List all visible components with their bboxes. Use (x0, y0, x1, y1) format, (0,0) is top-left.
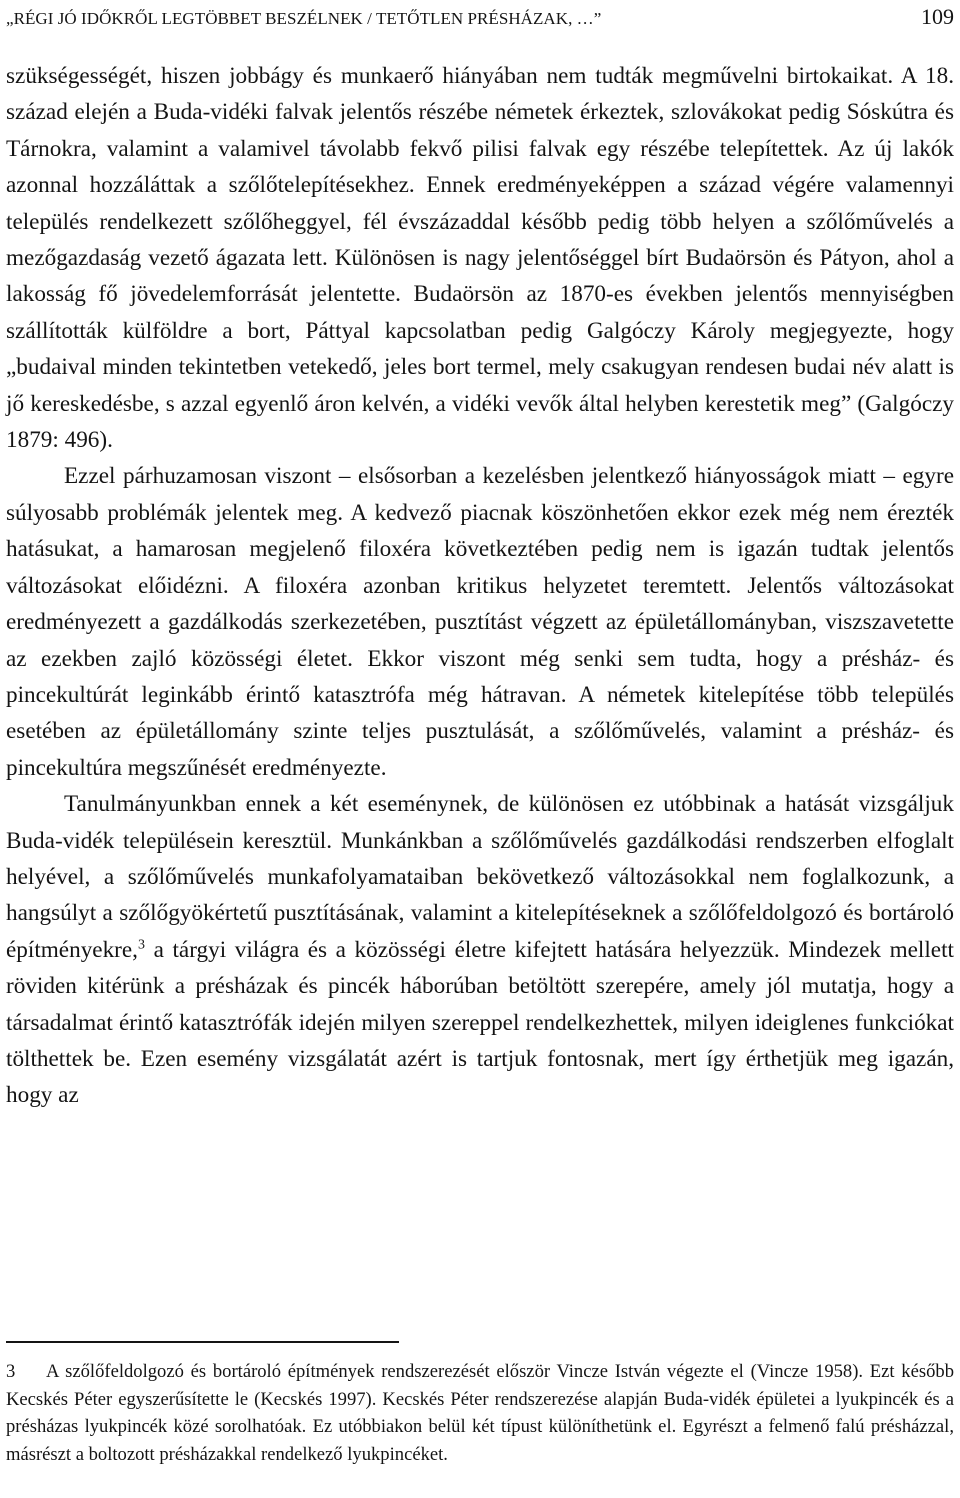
paragraph-3 (6, 786, 954, 1114)
body-text (6, 58, 954, 1114)
paragraph-3-text-b: a tárgyi világra és a közösségi életre kifejtett hatására helyezzük. Mindezek mellett röviden kitérünk a présházak és pincék háborúban betöltött szerepére, amely jól mutatja, hogy a társadalmat érintő katasztrófák idején milyen szereppel rendelkezhettek, milyen ideiglenes funkciókat tölthettek be. Ezen esemény vizsgálatát azért is tartjuk fontosnak, mert így érthetjük meg igazán, hogy az (6, 936, 954, 1109)
paragraph-2: Ezzel párhuzamosan viszont – elsősorban a kezelésben jelentkező hiányosságok miatt – egyre súlyosabb problémák jelentek meg. A kedvező piacnak köszönhetően ekkor ezek még nem érezték hatásukat, a hamarosan megjelenő filoxéra következtében pedig nem is igazán tudtak jelentős változásokat előidézni. A filoxéra azonban kritikus helyzetet teremtett. Jelentős változásokat eredményezett a gazdálkodás szerkezetében, pusztítást végzett az épületállományban, viszszavetette az ezekben zajló közösségi életet. Ekkor viszont még senki sem tudta, hogy a présház- és pincekultúrát leginkább érintő katasztrófa még hátravan. A németek kitelepítése több település esetében az épületállomány szinte teljes pusztulását, a szőlőművelés, valamint a présház- és pincekultúra megszűnését eredményezte. (6, 463, 954, 781)
footnote-text: A szőlőfeldolgozó és bortároló építmények rendszerezését először Vincze István végezte el (Vincze 1958). Ezt később Kecskés Péter egyszerűsítette le (Kecskés 1997). Kecskés Péter rendszerezése alapján Buda-vidék épületei a lyukpincék és a présházas lyukpincék közé sorolhatóak. Ez utóbbiakon belül két típust különíthetünk el. Egyrészt a felmenő falú présházzal, másrészt a boltozott présházakkal rendelkező lyukpincéket. (6, 1361, 954, 1465)
paragraph-1: szükségességét, hiszen jobbágy és munkaerő hiányában nem tudták megművelni birtokaikat. A 18. század elején a Buda-vidéki falvak jelentős részébe németek érkeztek, szlovákokat pedig Sóskútra és Tárnokra, valamint a valamivel távolabb fekvő pilisi falvak egy részébe telepítettek. Az új lakók azonnal hozzáláttak a szőlőtelepítésekhez. Ennek eredményeképpen a század végére valamennyi település rendelkezett szőlőheggyel, fél évszázaddal később pedig több helyen a szőlőművelés a mezőgazdaság vezető ágazata lett. Különösen is nagy jelentőséggel bírt Budaörsön és Pátyon, ahol a lakosság fő jövedelemforrását jelentette. Budaörsön az 1870-es években jelentős mennyiségben szállították külföldre a bort, Páttyal kapcsolatban pedig Galgóczy Károly megjegyezte, hogy „budaival minden tekintetben vetekedő, jeles bort termel, mely csakugyan rendesen budai név alatt is jő kereskedésbe, s azzal egyenlő áron kelvén, a vidéki vevők által helyben kerestetik meg” (Galgóczy 1879: 496). (6, 63, 954, 454)
page-number: 109 (921, 4, 954, 29)
footnote-number: 3 (6, 1361, 16, 1382)
running-head (6, 4, 954, 32)
running-title: „RÉGI JÓ IDŐKRŐL LEGTÖBBET BESZÉLNEK / TETŐTLEN PRÉSHÁZAK, …” (6, 9, 602, 28)
footnote-separator (6, 1341, 399, 1343)
paragraph-3-text-a: Tanulmányunkban ennek a két eseménynek, de különösen ez utóbbinak a hatását vizsgáljuk Buda-vidék településein keresztül. Munkánkban a szőlőművelés gazdálkodási rendszerben elfoglalt helyével, a szőlőművelés munkafolyamataiban bekövetkező változásokkal nem foglalkozunk, a hangsúlyt a szőlőgyökértetű pusztításának, valamint a kitelepítéseknek a szőlőfeldolgozó és bortároló építményekre, (6, 791, 954, 963)
footnote (6, 1358, 954, 1468)
footnote-3 (6, 1358, 954, 1468)
footnote-reference[interactable]: 3 (137, 937, 145, 953)
